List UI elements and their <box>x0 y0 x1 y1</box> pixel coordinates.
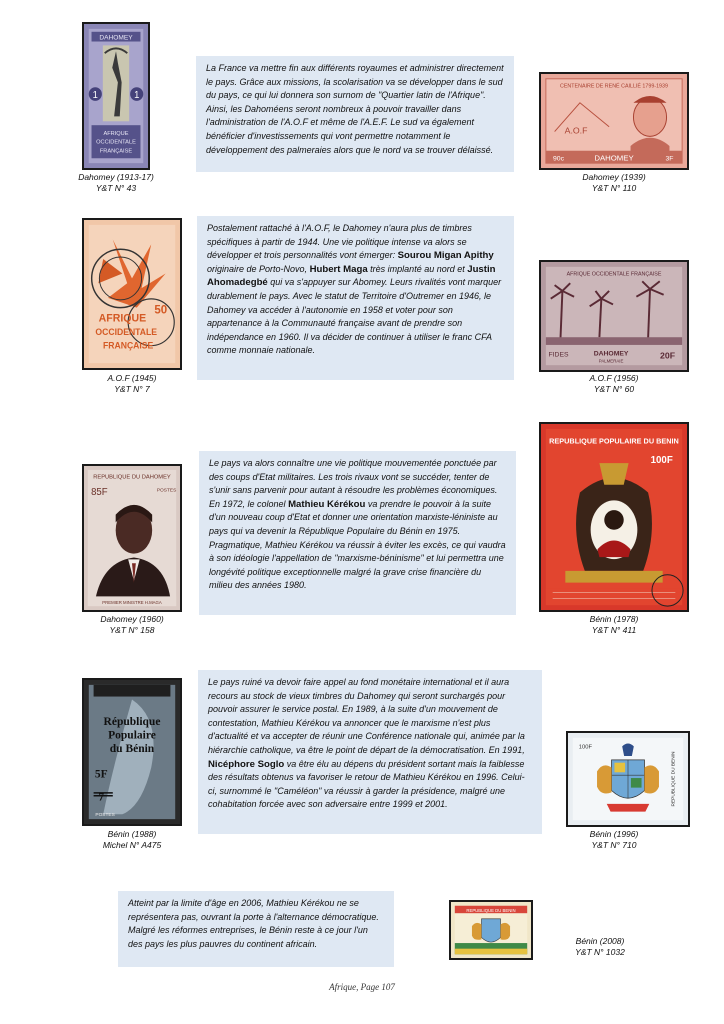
stamp-label: 3F <box>665 155 674 163</box>
stamp-caption <box>82 614 182 636</box>
stamp-ref: Michel N° A475 <box>102 840 162 850</box>
person-name: Justin Ahomadegbé <box>207 263 496 289</box>
stamp-caption <box>562 614 666 636</box>
stamp-ref: Y&T N° 110 <box>591 183 637 193</box>
stamp-label: REPUBLIQUE DU DAHOMEY <box>93 474 171 481</box>
history-text-block <box>199 451 516 615</box>
history-text-block <box>198 670 542 834</box>
block-text: va être élu au dépens du président sortant mais la faiblesse des résultats obtenus va favoriser le retour de Mathieu Kérékou en 1996. Celui-ci, surnommé le "Caméléon" va réussir à garder la présidence, malgré une cohabitation forcée avec son adversaire entre 1999 et 2001. <box>208 758 525 810</box>
history-text-block <box>197 216 514 380</box>
person-name: Hubert Maga <box>309 263 368 275</box>
stamp-label: DAHOMEY <box>99 34 133 42</box>
stamp-caption <box>550 936 650 958</box>
history-text-block <box>118 891 394 967</box>
block-text: va prendre le pouvoir à la suite d'un nouveau coup d'Etat et donner une orientation marxiste-léniniste au pays qui va devenir la République Populaire du Bénin en 1975. Pragmatique, Mathieu Kérékou va réussir à éviter les excès, ce qui vaudra à son idéologie l'appellation de "marxisme-béninisme" et lui permettra une longévité politique exceptionnelle malgré la grave crise financière du milieu des années 1980. <box>209 498 506 591</box>
block-text: très implanté au nord et <box>367 263 468 274</box>
stamp-label: 50 <box>154 303 168 317</box>
stamp-label: REPUBLIQUE POPULAIRE DU BENIN <box>549 436 679 446</box>
stamp-year: A.O.F (1945) <box>107 373 157 383</box>
stamp-year: Bénin (1988) <box>107 829 157 839</box>
stamp-label: CENTENAIRE DE RENÉ CAILLIÉ 1799-1939 <box>560 83 668 90</box>
stamp-ref: Y&T N° 710 <box>591 840 637 850</box>
stamp-label: du Bénin <box>109 741 155 756</box>
stamp-label: PALMERAIE <box>598 358 624 364</box>
stamp-year: Dahomey (1960) <box>100 614 164 624</box>
stamp-label: 5F <box>94 767 108 781</box>
stamp-ref: Y&T N° 60 <box>593 384 635 394</box>
stamp-aof-1945 <box>82 218 182 370</box>
block-text: Atteint par la limite d'âge en 2006, Mathieu Kérékou ne se représentera pas, ouvrant la porte à l'alternance démocratique. Malgré les réformes entreprises, le Bénin reste à ce jour l'un des pays les plus pauvres du continent africain. <box>128 898 379 949</box>
stamp-caption <box>562 373 666 395</box>
block-text: La France va mettre fin aux différents royaumes et administrer directement le pays. Grâce aux missions, la scolarisation va se développer dans le sud du pays, ce qui lui donnera son surnom de "Quartier latin de l'Afrique". Ainsi, les Dahoméens seront nombreux à pouvoir travailler dans l'administration de l'A.O.F et même de l'A.E.F. Le sud va également bénéficier d'investissements qui vont permettre notamment le développement des palmeraies alors que le nord va se trouver délaissé. <box>206 63 504 155</box>
stamp-label: 100F <box>578 744 593 751</box>
stamp-label: AFRIQUE <box>103 130 129 137</box>
stamp-benin-1988 <box>82 678 182 826</box>
stamp-benin-1978 <box>539 422 689 612</box>
stamp-label: AFRIQUE <box>98 312 147 325</box>
stamp-label: PREMIER MINISTRE H.MAGA <box>102 600 162 606</box>
stamp-dahomey-1913 <box>82 22 150 170</box>
stamp-caption <box>562 172 666 194</box>
person-name: Nicéphore Soglo <box>208 758 285 770</box>
stamp-caption <box>82 829 182 851</box>
stamp-label: République <box>103 714 161 728</box>
stamp-label: AFRIQUE OCCIDENTALE FRANÇAISE <box>566 271 662 278</box>
stamp-dahomey-1939 <box>539 72 689 170</box>
stamp-label: 7 <box>98 790 105 804</box>
stamp-label: POSTES <box>156 488 177 494</box>
stamp-label: DAHOMEY <box>593 350 629 358</box>
stamp-label: A.O.F <box>564 125 588 136</box>
stamp-year: Dahomey (1939) <box>582 172 646 182</box>
stamp-benin-2008 <box>449 900 533 960</box>
stamp-year: A.O.F (1956) <box>589 373 639 383</box>
stamp-caption <box>82 373 182 395</box>
stamp-label: REPUBLIQUE DU BENIN <box>466 907 516 913</box>
stamp-label: 1 <box>92 89 98 101</box>
block-text: Le pays va alors connaître une vie politique mouvementée ponctuée par des coups d'Etat militaires. Les trois rivaux vont se succéder, tenter de s'unir sans parvenir pour autant à résoudre les problèmes économiques. En 1972, le colonel <box>209 458 498 509</box>
stamp-label: FIDES <box>548 351 569 359</box>
stamp-label: 100F <box>650 455 673 467</box>
stamp-label: 90c <box>553 155 565 163</box>
stamp-dahomey-1960 <box>82 464 182 612</box>
block-text: Le pays ruiné va devoir faire appel au fond monétaire international et il aura recours au stock de vieux timbres du Dahomey qui seront surchargés pour pouvoir assurer le service postal. En 1989, à la suite d'un mouvement de contestation, Mathieu Kérékou va annoncer que le marxisme n'est plus d'actualité et va accepter de réunir une Conférence nationale qui, animée par la hiérarchie catholique, va être le point de départ de la démocratisation. En 1991, <box>208 677 525 755</box>
stamp-ref: Y&T N° 1032 <box>575 947 625 957</box>
stamp-ref: Y&T N° 7 <box>114 384 150 394</box>
stamp-label: FRANÇAISE <box>99 148 133 155</box>
block-text: originaire de Porto-Novo, <box>207 263 310 274</box>
stamp-year: Bénin (1996) <box>589 829 639 839</box>
stamp-label: 20F <box>659 350 676 361</box>
stamp-caption <box>66 172 166 194</box>
block-text: qui va s'appuyer sur Abomey. Leurs rivalités vont marquer durablement le pays. Avec le statut de Territoire d'Outremer en 1946, le Dahomey va accéder à l'autonomie en 1958 et voter pour son appartenance à la Communauté française avant de prendre son indépendance en 1960. Il va décider de continuer à utiliser le franc CFA comme monnaie nationale. <box>207 277 502 356</box>
stamp-label: Populaire <box>108 728 156 742</box>
page-footer: Afrique, Page 107 <box>329 982 395 992</box>
stamp-label: FRANÇAISE <box>102 340 154 351</box>
stamp-ref: Y&T N° 411 <box>591 625 637 635</box>
person-name: Sourou Migan Apithy <box>397 250 494 262</box>
stamp-label: REPUBLIQUE DU BENIN <box>671 751 677 807</box>
history-text-block <box>196 56 514 172</box>
stamp-ref: Y&T N° 158 <box>109 625 155 635</box>
stamp-label: OCCIDENTALE <box>95 326 158 337</box>
stamp-benin-1996 <box>566 731 690 827</box>
stamp-label: 85F <box>91 487 108 499</box>
stamp-label: OCCIDENTALE <box>96 139 136 146</box>
stamp-label: 1 <box>134 89 140 101</box>
block-text: Postalement rattaché à l'A.O.F, le Dahomey n'aura plus de timbres spécifiques à partir de 1944. Une vie politique intense va alors se développer et trois personnalités vont émerger: <box>207 223 472 261</box>
stamp-label: POSTES <box>95 813 115 819</box>
stamp-ref: Y&T N° 43 <box>95 183 137 193</box>
stamp-year: Bénin (1978) <box>589 614 639 624</box>
stamp-year: Dahomey (1913-17) <box>78 172 154 182</box>
stamp-caption <box>562 829 666 851</box>
stamp-aof-1956 <box>539 260 689 372</box>
stamp-year: Bénin (2008) <box>575 936 625 946</box>
stamp-label: DAHOMEY <box>594 153 634 163</box>
person-name: Mathieu Kérékou <box>288 498 366 510</box>
